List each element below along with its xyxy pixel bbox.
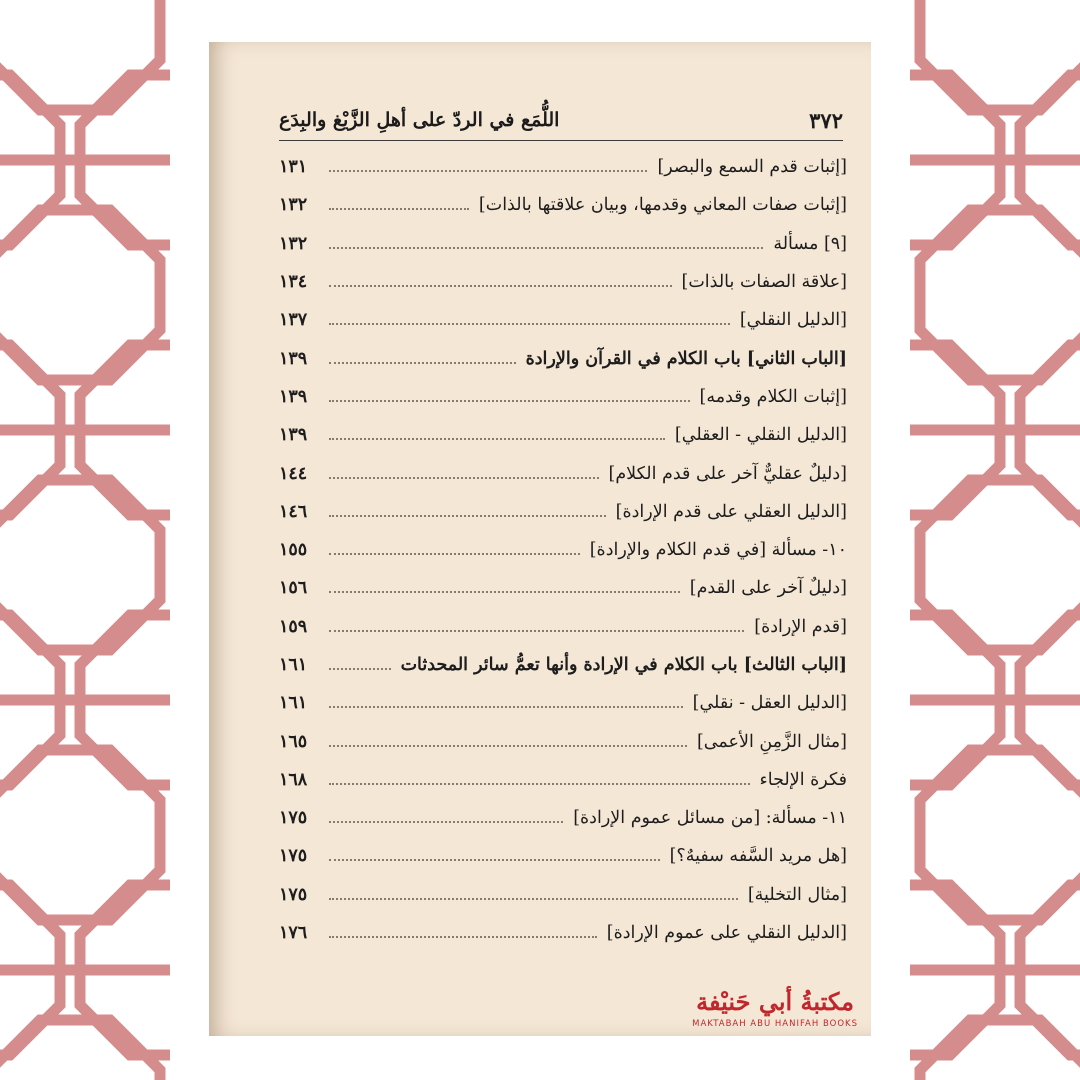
- toc-entry-page-number: ١٣٢: [279, 195, 308, 216]
- toc-entry: [279, 454, 847, 492]
- publisher-logo: [692, 987, 858, 1029]
- book-page: [209, 42, 871, 1036]
- toc-entry-title: [الباب الثاني] باب الكلام في القرآن والإرادة: [525, 348, 847, 369]
- toc-entry: [279, 378, 847, 416]
- toc-leader-dots: [329, 630, 744, 632]
- toc-entry-page-number: ١٤٤: [279, 463, 308, 484]
- publisher-arabic-name: مكتبةُ أبي حَنيْفة: [696, 987, 854, 1016]
- toc-entry-page-number: ١٦٥: [279, 731, 308, 752]
- toc-entry: [279, 837, 847, 875]
- toc-leader-dots: [329, 898, 738, 900]
- toc-entry: [279, 148, 847, 186]
- toc-entry-title: [الدليل العقلي على قدم الإرادة]: [615, 501, 847, 522]
- toc-leader-dots: [329, 285, 672, 287]
- toc-entry-title: [إثبات الكلام وقدمه]: [699, 386, 847, 407]
- page-number: ٣٧٢: [809, 107, 843, 133]
- toc-entry-page-number: ١٦١: [279, 693, 308, 714]
- toc-entry: [279, 799, 847, 837]
- toc-entry: [279, 684, 847, 722]
- table-of-contents: [279, 148, 847, 952]
- toc-entry-title: [مثال الزَّمِنِ الأعمى]: [696, 731, 847, 752]
- toc-leader-dots: [329, 477, 599, 479]
- toc-leader-dots: [329, 821, 563, 823]
- publisher-latin-name: MAKTABAH ABU HANIFAH BOOKS: [692, 1019, 858, 1029]
- toc-leader-dots: [329, 208, 469, 210]
- toc-entry-title: [علاقة الصفات بالذات]: [681, 272, 847, 293]
- toc-entry: [279, 608, 847, 646]
- toc-entry-page-number: ١٧٥: [279, 884, 308, 905]
- left-geometric-pattern: [0, 0, 170, 1080]
- toc-entry: [279, 339, 847, 377]
- toc-entry-title: فكرة الإلجاء: [759, 769, 847, 790]
- toc-entry-page-number: ١٦١: [279, 655, 308, 675]
- toc-entry-title: [٩] مسألة: [773, 233, 847, 254]
- toc-entry-title: ١٠- مسألة [في قدم الكلام والإرادة]: [589, 540, 847, 561]
- toc-entry-title: [إثبات صفات المعاني وقدمها، وبيان علاقتها بالذات]: [478, 195, 847, 216]
- toc-entry-page-number: ١٣٤: [279, 272, 308, 293]
- toc-leader-dots: [329, 553, 580, 555]
- toc-entry-page-number: ١٣٩: [279, 348, 308, 369]
- toc-entry-title: [الدليل النقلي - العقلي]: [674, 425, 847, 446]
- toc-entry-page-number: ١٣٢: [279, 233, 308, 254]
- toc-leader-dots: [329, 362, 516, 364]
- toc-entry-page-number: ١٣٩: [279, 386, 308, 407]
- toc-entry-title: [قدم الإرادة]: [754, 616, 847, 637]
- page-header: [279, 100, 843, 141]
- toc-leader-dots: [329, 745, 687, 747]
- toc-entry-page-number: ١٥٥: [279, 540, 308, 561]
- toc-entry: [279, 531, 847, 569]
- toc-entry-title: [مثال التخلية]: [747, 884, 847, 905]
- right-geometric-pattern: [910, 0, 1080, 1080]
- toc-entry-title: [إثبات قدم السمع والبصر]: [657, 157, 847, 178]
- toc-entry: [279, 722, 847, 760]
- toc-entry-title: ١١- مسألة: [من مسائل عموم الإرادة]: [573, 808, 847, 829]
- toc-entry: [279, 876, 847, 914]
- toc-entry-title: [هل مريد السَّفه سفيهٌ؟]: [669, 846, 847, 867]
- toc-entry-page-number: ١٦٨: [279, 769, 308, 790]
- toc-entry: [279, 416, 847, 454]
- toc-leader-dots: [329, 936, 597, 938]
- toc-entry-title: [الدليل النقلي على عموم الإرادة]: [606, 923, 847, 944]
- toc-leader-dots: [329, 438, 665, 440]
- toc-entry-page-number: ١٤٦: [279, 501, 308, 522]
- toc-entry: [279, 493, 847, 531]
- toc-entry: [279, 646, 847, 684]
- toc-entry-page-number: ١٧٥: [279, 808, 308, 829]
- toc-leader-dots: [329, 783, 750, 785]
- toc-leader-dots: [329, 859, 660, 861]
- toc-entry-page-number: ١٧٦: [279, 923, 308, 944]
- toc-leader-dots: [329, 170, 647, 172]
- toc-entry: [279, 186, 847, 224]
- toc-leader-dots: [329, 400, 690, 402]
- toc-leader-dots: [329, 706, 683, 708]
- toc-entry: [279, 569, 847, 607]
- toc-leader-dots: [329, 515, 606, 517]
- toc-entry: [279, 263, 847, 301]
- toc-leader-dots: [329, 668, 391, 670]
- toc-entry-title: [الدليل العقل - نقلي]: [692, 693, 847, 714]
- toc-entry-page-number: ١٥٩: [279, 616, 308, 637]
- toc-entry-title: [الباب الثالث] باب الكلام في الإرادة وأنها تعمُّ سائر المحدثات: [400, 655, 847, 675]
- toc-entry-page-number: ١٥٦: [279, 578, 308, 599]
- toc-entry-title: [دليلٌ عقليٌّ آخر على قدم الكلام]: [608, 463, 847, 484]
- toc-leader-dots: [329, 247, 763, 249]
- toc-entry-page-number: ١٧٥: [279, 846, 308, 867]
- toc-entry-page-number: ١٣٩: [279, 425, 308, 446]
- toc-entry-page-number: ١٣١: [279, 157, 308, 178]
- toc-entry-title: [الدليل النقلي]: [739, 310, 847, 331]
- toc-entry: [279, 761, 847, 799]
- toc-entry-title: [دليلٌ آخر على القدم]: [689, 578, 847, 599]
- toc-entry: [279, 301, 847, 339]
- toc-leader-dots: [329, 591, 680, 593]
- toc-entry: [279, 225, 847, 263]
- toc-entry: [279, 914, 847, 952]
- book-title: اللُّمَع في الردّ على أهلِ الزَّيْغ والبِدَع: [279, 109, 560, 131]
- toc-entry-page-number: ١٣٧: [279, 310, 308, 331]
- toc-leader-dots: [329, 323, 730, 325]
